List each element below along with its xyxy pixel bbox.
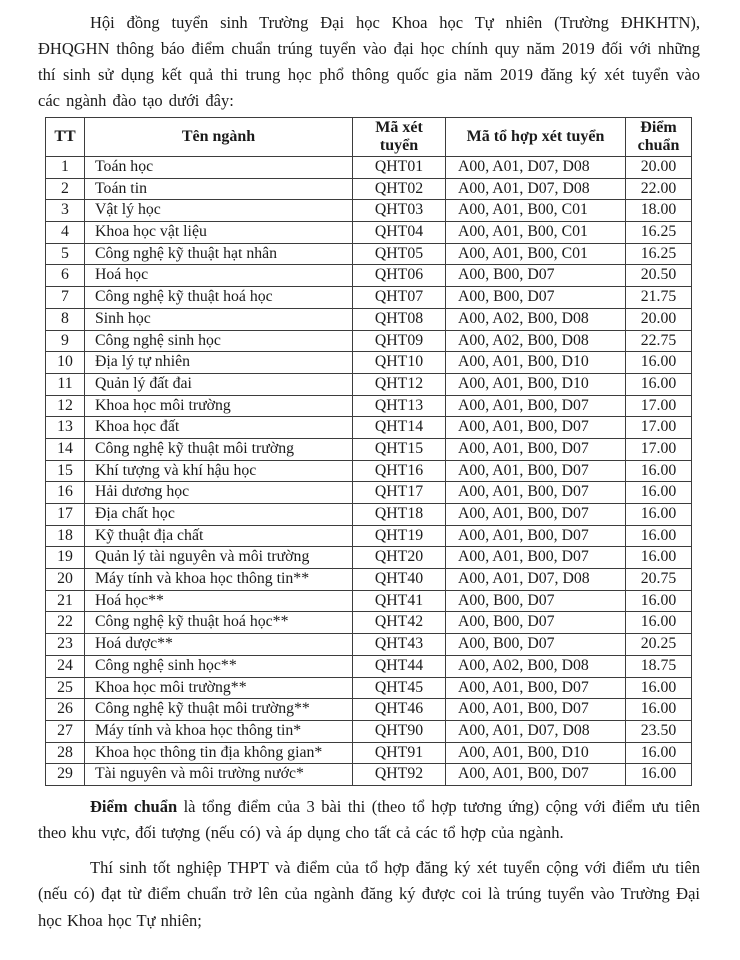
row-number: 10 xyxy=(46,352,85,374)
admission-code: QHT15 xyxy=(353,438,446,460)
table-row xyxy=(46,655,692,677)
admission-code: QHT10 xyxy=(353,352,446,374)
table-row xyxy=(46,417,692,439)
subject-combination: A00, A01, B00, C01 xyxy=(446,222,626,244)
cutoff-score: 17.00 xyxy=(626,438,692,460)
admission-code: QHT02 xyxy=(353,178,446,200)
admission-code: QHT43 xyxy=(353,634,446,656)
cutoff-score: 16.00 xyxy=(626,677,692,699)
cutoff-score: 20.50 xyxy=(626,265,692,287)
subject-combination: A00, A01, B00, C01 xyxy=(446,200,626,222)
row-number: 25 xyxy=(46,677,85,699)
subject-combination: A00, A01, B00, D07 xyxy=(446,438,626,460)
table-row xyxy=(46,482,692,504)
table-row xyxy=(46,612,692,634)
table-row xyxy=(46,243,692,265)
cutoff-score: 22.75 xyxy=(626,330,692,352)
admission-code: QHT08 xyxy=(353,308,446,330)
cutoff-score: 16.00 xyxy=(626,742,692,764)
subject-combination: A00, B00, D07 xyxy=(446,590,626,612)
cutoff-score: 20.00 xyxy=(626,308,692,330)
table-row xyxy=(46,677,692,699)
row-number: 13 xyxy=(46,417,85,439)
row-number: 17 xyxy=(46,504,85,526)
table-row xyxy=(46,634,692,656)
note-diem-chuan-lead: Điểm chuẩn xyxy=(90,796,178,816)
row-number: 4 xyxy=(46,222,85,244)
table-row xyxy=(46,590,692,612)
note-diem-chuan-text: là tổng điểm của 3 bài thi (theo tổ hợp tương ứng) cộng với điểm ưu tiên theo khu vực, đối tượng (nếu có) và áp dụng cho tất cả các tổ hợp của ngành. xyxy=(38,796,700,843)
admission-code: QHT14 xyxy=(353,417,446,439)
cutoff-score: 20.25 xyxy=(626,634,692,656)
subject-combination: A00, A01, D07, D08 xyxy=(446,720,626,742)
subject-combination: A00, A02, B00, D08 xyxy=(446,655,626,677)
subject-combination: A00, A01, B00, D07 xyxy=(446,417,626,439)
subject-combination: A00, A01, B00, D07 xyxy=(446,395,626,417)
subject-combination: A00, B00, D07 xyxy=(446,287,626,309)
cutoff-score: 16.00 xyxy=(626,352,692,374)
major-name: Công nghệ sinh học xyxy=(85,330,353,352)
subject-combination: A00, A01, D07, D08 xyxy=(446,178,626,200)
admission-code: QHT44 xyxy=(353,655,446,677)
table-row xyxy=(46,373,692,395)
admission-code: QHT06 xyxy=(353,265,446,287)
table-row xyxy=(46,157,692,179)
row-number: 26 xyxy=(46,699,85,721)
row-number: 2 xyxy=(46,178,85,200)
subject-combination: A00, B00, D07 xyxy=(446,634,626,656)
cutoff-score: 16.00 xyxy=(626,547,692,569)
major-name: Vật lý học xyxy=(85,200,353,222)
cutoff-score: 18.75 xyxy=(626,655,692,677)
subject-combination: A00, A01, B00, D07 xyxy=(446,460,626,482)
admission-code: QHT09 xyxy=(353,330,446,352)
admission-code: QHT13 xyxy=(353,395,446,417)
cutoff-score: 20.00 xyxy=(626,157,692,179)
table-header-row xyxy=(46,118,692,157)
row-number: 18 xyxy=(46,525,85,547)
major-name: Địa lý tự nhiên xyxy=(85,352,353,374)
table-row xyxy=(46,764,692,786)
table-row xyxy=(46,395,692,417)
subject-combination: A00, A01, D07, D08 xyxy=(446,569,626,591)
major-name: Công nghệ kỹ thuật môi trường xyxy=(85,438,353,460)
intro-paragraph: Hội đồng tuyển sinh Trường Đại học Khoa học Tự nhiên (Trường ĐHKHTN), ĐHQGHN thông báo điểm chuẩn trúng tuyển vào đại học chính quy năm 2019 đối với những thí sinh sử dụng kết quả thi trung học phổ thông quốc gia năm 2019 đăng ký xét tuyển vào các ngành đào tạo dưới đây: xyxy=(38,13,700,110)
admission-code: QHT17 xyxy=(353,482,446,504)
major-name: Công nghệ kỹ thuật môi trường** xyxy=(85,699,353,721)
table-row xyxy=(46,720,692,742)
cutoff-score: 17.00 xyxy=(626,395,692,417)
subject-combination: A00, A01, B00, D07 xyxy=(446,504,626,526)
table-row xyxy=(46,438,692,460)
admission-code: QHT20 xyxy=(353,547,446,569)
subject-combination: A00, A01, B00, D10 xyxy=(446,373,626,395)
admission-code: QHT05 xyxy=(353,243,446,265)
major-name: Khoa học môi trường** xyxy=(85,677,353,699)
admission-code: QHT90 xyxy=(353,720,446,742)
subject-combination: A00, A01, B00, D07 xyxy=(446,525,626,547)
subject-combination: A00, A01, D07, D08 xyxy=(446,157,626,179)
cutoff-score: 16.25 xyxy=(626,222,692,244)
cutoff-score: 21.75 xyxy=(626,287,692,309)
cutoff-score: 18.00 xyxy=(626,200,692,222)
subject-combination: A00, B00, D07 xyxy=(446,265,626,287)
major-name: Hoá học** xyxy=(85,590,353,612)
row-number: 27 xyxy=(46,720,85,742)
row-number: 6 xyxy=(46,265,85,287)
admission-code: QHT03 xyxy=(353,200,446,222)
admission-code: QHT12 xyxy=(353,373,446,395)
major-name: Quản lý đất đai xyxy=(85,373,353,395)
major-name: Tài nguyên và môi trường nước* xyxy=(85,764,353,786)
row-number: 23 xyxy=(46,634,85,656)
subject-combination: A00, A01, B00, D10 xyxy=(446,352,626,374)
header-score: Điểm chuẩn xyxy=(626,118,692,157)
table-row xyxy=(46,460,692,482)
row-number: 21 xyxy=(46,590,85,612)
cutoff-score: 16.00 xyxy=(626,373,692,395)
subject-combination: A00, A01, B00, D10 xyxy=(446,742,626,764)
major-name: Khoa học môi trường xyxy=(85,395,353,417)
subject-combination: A00, B00, D07 xyxy=(446,612,626,634)
major-name: Sinh học xyxy=(85,308,353,330)
table-row xyxy=(46,308,692,330)
cutoff-score: 16.00 xyxy=(626,612,692,634)
row-number: 24 xyxy=(46,655,85,677)
row-number: 16 xyxy=(46,482,85,504)
cutoff-score: 16.00 xyxy=(626,764,692,786)
major-name: Công nghệ sinh học** xyxy=(85,655,353,677)
major-name: Hoá dược** xyxy=(85,634,353,656)
subject-combination: A00, A01, B00, D07 xyxy=(446,677,626,699)
cutoff-score: 16.00 xyxy=(626,460,692,482)
table-row xyxy=(46,742,692,764)
admission-code: QHT46 xyxy=(353,699,446,721)
row-number: 20 xyxy=(46,569,85,591)
header-major: Tên ngành xyxy=(85,118,353,157)
row-number: 12 xyxy=(46,395,85,417)
cutoff-score: 16.25 xyxy=(626,243,692,265)
row-number: 28 xyxy=(46,742,85,764)
table-row xyxy=(46,265,692,287)
major-name: Công nghệ kỹ thuật hạt nhân xyxy=(85,243,353,265)
table-row xyxy=(46,699,692,721)
cutoff-score: 16.00 xyxy=(626,699,692,721)
cutoff-score: 17.00 xyxy=(626,417,692,439)
major-name: Máy tính và khoa học thông tin* xyxy=(85,720,353,742)
major-name: Khoa học đất xyxy=(85,417,353,439)
row-number: 11 xyxy=(46,373,85,395)
admission-code: QHT04 xyxy=(353,222,446,244)
admission-code: QHT41 xyxy=(353,590,446,612)
cutoff-score: 16.00 xyxy=(626,525,692,547)
subject-combination: A00, A02, B00, D08 xyxy=(446,308,626,330)
subject-combination: A00, A01, B00, D07 xyxy=(446,764,626,786)
table-row xyxy=(46,504,692,526)
subject-combination: A00, A01, B00, D07 xyxy=(446,482,626,504)
row-number: 9 xyxy=(46,330,85,352)
cutoff-score: 20.75 xyxy=(626,569,692,591)
major-name: Kỹ thuật địa chất xyxy=(85,525,353,547)
header-tt: TT xyxy=(46,118,85,157)
major-name: Công nghệ kỹ thuật hoá học** xyxy=(85,612,353,634)
major-name: Quản lý tài nguyên và môi trường xyxy=(85,547,353,569)
table-row xyxy=(46,330,692,352)
admission-code: QHT01 xyxy=(353,157,446,179)
admission-code: QHT16 xyxy=(353,460,446,482)
major-name: Địa chất học xyxy=(85,504,353,526)
note-diem-chuan xyxy=(38,794,700,847)
admission-table-head xyxy=(46,118,692,157)
major-name: Toán học xyxy=(85,157,353,179)
major-name: Hoá học xyxy=(85,265,353,287)
admission-code: QHT45 xyxy=(353,677,446,699)
row-number: 1 xyxy=(46,157,85,179)
row-number: 15 xyxy=(46,460,85,482)
admission-table xyxy=(45,117,692,786)
major-name: Khoa học vật liệu xyxy=(85,222,353,244)
admission-code: QHT07 xyxy=(353,287,446,309)
admission-code: QHT92 xyxy=(353,764,446,786)
row-number: 14 xyxy=(46,438,85,460)
row-number: 8 xyxy=(46,308,85,330)
admission-code: QHT19 xyxy=(353,525,446,547)
subject-combination: A00, A01, B00, C01 xyxy=(446,243,626,265)
table-row xyxy=(46,178,692,200)
row-number: 5 xyxy=(46,243,85,265)
major-name: Khí tượng và khí hậu học xyxy=(85,460,353,482)
major-name: Công nghệ kỹ thuật hoá học xyxy=(85,287,353,309)
admission-code: QHT40 xyxy=(353,569,446,591)
major-name: Hải dương học xyxy=(85,482,353,504)
row-number: 29 xyxy=(46,764,85,786)
cutoff-score: 16.00 xyxy=(626,590,692,612)
admission-code: QHT42 xyxy=(353,612,446,634)
cutoff-score: 22.00 xyxy=(626,178,692,200)
header-combination: Mã tổ hợp xét tuyển xyxy=(446,118,626,157)
note-thi-sinh xyxy=(38,855,700,935)
table-row xyxy=(46,200,692,222)
note-thi-sinh-text: Thí sinh tốt nghiệp THPT và điểm của tổ hợp đăng ký xét tuyển cộng với điểm ưu tiên (nếu có) đạt từ điểm chuẩn trở lên của ngành đăng ký được coi là trúng tuyển vào Trường Đại học Khoa học Tự nhiên; xyxy=(38,857,700,930)
row-number: 7 xyxy=(46,287,85,309)
major-name: Toán tin xyxy=(85,178,353,200)
admission-code: QHT18 xyxy=(353,504,446,526)
table-row xyxy=(46,525,692,547)
subject-combination: A00, A02, B00, D08 xyxy=(446,330,626,352)
table-row xyxy=(46,569,692,591)
admission-table-body xyxy=(46,157,692,786)
row-number: 22 xyxy=(46,612,85,634)
subject-combination: A00, A01, B00, D07 xyxy=(446,547,626,569)
major-name: Máy tính và khoa học thông tin** xyxy=(85,569,353,591)
table-row xyxy=(46,352,692,374)
header-code: Mã xét tuyển xyxy=(353,118,446,157)
major-name: Khoa học thông tin địa không gian* xyxy=(85,742,353,764)
admission-code: QHT91 xyxy=(353,742,446,764)
row-number: 3 xyxy=(46,200,85,222)
subject-combination: A00, A01, B00, D07 xyxy=(446,699,626,721)
row-number: 19 xyxy=(46,547,85,569)
table-row xyxy=(46,287,692,309)
cutoff-score: 16.00 xyxy=(626,482,692,504)
cutoff-score: 23.50 xyxy=(626,720,692,742)
cutoff-score: 16.00 xyxy=(626,504,692,526)
table-row xyxy=(46,547,692,569)
table-row xyxy=(46,222,692,244)
